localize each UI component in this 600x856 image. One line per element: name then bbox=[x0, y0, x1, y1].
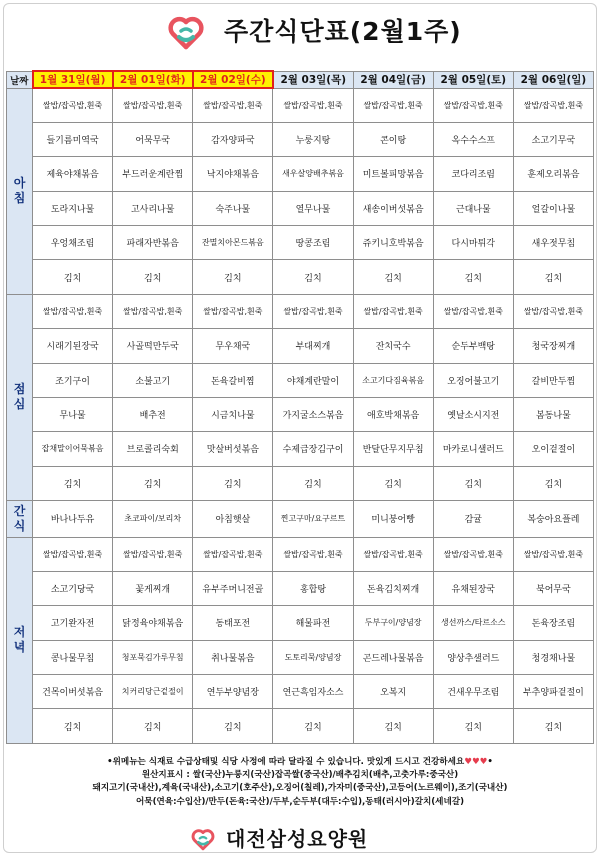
menu-cell: 쌀밥/잡곡밥,흰죽 bbox=[193, 294, 273, 328]
menu-cell: 다시마튀각 bbox=[433, 226, 513, 260]
menu-cell: 잡채말이어묵볶음 bbox=[33, 432, 113, 466]
menu-cell: 김치 bbox=[273, 260, 353, 294]
menu-cell: 잔멸치아몬드볶음 bbox=[193, 226, 273, 260]
menu-cell: 치커리당근겉절이 bbox=[113, 675, 193, 709]
menu-cell: 김치 bbox=[33, 466, 113, 500]
menu-cell: 쌀밥/잡곡밥,흰죽 bbox=[33, 294, 113, 328]
menu-cell: 두부구이/양념장 bbox=[353, 606, 433, 640]
menu-cell: 청포묵김가루무침 bbox=[113, 640, 193, 674]
menu-cell: 돈육갈비찜 bbox=[193, 363, 273, 397]
menu-cell: 제육야채볶음 bbox=[33, 157, 113, 191]
menu-cell: 낙지야채볶음 bbox=[193, 157, 273, 191]
origin-line-2: 돼지고기(국내산),계육(국내산),소고기(호주산),오징어(칠레),가자미(중국산),고등어(노르웨이),조기(국내산) bbox=[92, 783, 508, 794]
meal-label-char: 심 bbox=[13, 397, 26, 412]
meal-label-char: 점 bbox=[13, 382, 26, 397]
menu-row bbox=[7, 537, 594, 571]
menu-cell: 들기름미역국 bbox=[33, 122, 113, 156]
menu-cell: 새우살양배추볶음 bbox=[273, 157, 353, 191]
menu-cell: 부대찌개 bbox=[273, 329, 353, 363]
menu-cell: 쌀밥/잡곡밥,흰죽 bbox=[433, 294, 513, 328]
menu-row bbox=[7, 88, 594, 122]
menu-row bbox=[7, 640, 594, 674]
menu-cell: 소고기무국 bbox=[513, 122, 593, 156]
menu-cell: 오이겉절이 bbox=[513, 432, 593, 466]
menu-cell: 김치 bbox=[193, 260, 273, 294]
menu-cell: 배추전 bbox=[113, 397, 193, 431]
menu-cell: 생선까스/타르소스 bbox=[433, 606, 513, 640]
date-corner-label: 날짜 bbox=[7, 71, 33, 88]
menu-cell: 땅콩조림 bbox=[273, 226, 353, 260]
day-header: 2월 06일(일) bbox=[513, 71, 593, 88]
menu-cell: 소고기다짐육볶음 bbox=[353, 363, 433, 397]
menu-cell: 오징어불고기 bbox=[433, 363, 513, 397]
menu-cell: 고사리나물 bbox=[113, 191, 193, 225]
menu-cell: 꽃게찌개 bbox=[113, 571, 193, 605]
menu-cell: 쌀밥/잡곡밥,흰죽 bbox=[273, 88, 353, 122]
menu-cell: 콘이탕 bbox=[353, 122, 433, 156]
menu-cell: 새송이버섯볶음 bbox=[353, 191, 433, 225]
menu-row bbox=[7, 606, 594, 640]
menu-cell: 시래기된장국 bbox=[33, 329, 113, 363]
origin-line-1: 원산지표시 : 쌀(국산)누룽지(국산)잡곡쌀(중국산)/배추김치(배추,고춧가루:중국산) bbox=[141, 770, 459, 781]
menu-cell: 숙주나물 bbox=[193, 191, 273, 225]
menu-cell: 쌀밥/잡곡밥,흰죽 bbox=[433, 537, 513, 571]
menu-cell: 쌀밥/잡곡밥,흰죽 bbox=[193, 537, 273, 571]
menu-cell: 김치 bbox=[353, 260, 433, 294]
day-header: 2월 05일(토) bbox=[433, 71, 513, 88]
menu-row bbox=[7, 432, 594, 466]
menu-cell: 김치 bbox=[433, 260, 513, 294]
menu-cell: 사골떡만두국 bbox=[113, 329, 193, 363]
day-header: 2월 03일(목) bbox=[273, 71, 353, 88]
menu-row bbox=[7, 122, 594, 156]
menu-cell: 쌀밥/잡곡밥,흰죽 bbox=[433, 88, 513, 122]
meal-label-char: 저 bbox=[13, 625, 26, 640]
menu-cell: 미니붕어빵 bbox=[353, 501, 433, 538]
notice-text: •위메뉴는 식재료 수급상태및 식당 사정에 따라 달라질 수 있습니다. 맛있게 드시고 건강하세요 bbox=[107, 757, 465, 767]
menu-cell: 김치 bbox=[113, 466, 193, 500]
menu-cell: 옥수수스프 bbox=[433, 122, 513, 156]
menu-cell: 시금치나물 bbox=[193, 397, 273, 431]
menu-cell: 김치 bbox=[33, 260, 113, 294]
menu-cell: 반달단무지무침 bbox=[353, 432, 433, 466]
menu-cell: 새우젓무침 bbox=[513, 226, 593, 260]
menu-cell: 쌀밥/잡곡밥,흰죽 bbox=[113, 88, 193, 122]
menu-cell: 건목이버섯볶음 bbox=[33, 675, 113, 709]
menu-cell: 고기완자전 bbox=[33, 606, 113, 640]
menu-cell: 쌀밥/잡곡밥,흰죽 bbox=[353, 537, 433, 571]
menu-cell: 누룽지탕 bbox=[273, 122, 353, 156]
menu-row bbox=[7, 571, 594, 605]
menu-cell: 바나나두유 bbox=[33, 501, 113, 538]
menu-cell: 김치 bbox=[513, 260, 593, 294]
menu-cell: 소고기당국 bbox=[33, 571, 113, 605]
menu-cell: 김치 bbox=[273, 466, 353, 500]
menu-cell: 순두부백탕 bbox=[433, 329, 513, 363]
menu-row bbox=[7, 501, 594, 538]
facility-name: 대전삼성요양원 bbox=[226, 827, 369, 851]
hearts-icon: ♥♥♥ bbox=[464, 757, 488, 767]
menu-cell: 옛날소시지전 bbox=[433, 397, 513, 431]
menu-row bbox=[7, 397, 594, 431]
meal-label bbox=[7, 501, 33, 538]
menu-cell: 김치 bbox=[513, 709, 593, 744]
menu-cell: 복숭아요플레 bbox=[513, 501, 593, 538]
menu-cell: 콩나물무침 bbox=[33, 640, 113, 674]
day-header: 2월 01일(화) bbox=[113, 71, 193, 88]
menu-row bbox=[7, 329, 594, 363]
menu-cell: 김치 bbox=[193, 709, 273, 744]
meal-label bbox=[7, 88, 33, 294]
menu-cell: 쌀밥/잡곡밥,흰죽 bbox=[33, 88, 113, 122]
menu-cell: 쌀밥/잡곡밥,흰죽 bbox=[33, 537, 113, 571]
menu-cell: 초코파이/보리차 bbox=[113, 501, 193, 538]
day-header: 1월 31일(월) bbox=[33, 71, 113, 88]
meal-label-char: 간 bbox=[13, 503, 26, 518]
menu-cell: 김치 bbox=[353, 709, 433, 744]
notice-line bbox=[0, 756, 600, 769]
day-header: 2월 04일(금) bbox=[353, 71, 433, 88]
menu-cell: 연근흑임자소스 bbox=[273, 675, 353, 709]
menu-cell: 쌀밥/잡곡밥,흰죽 bbox=[513, 537, 593, 571]
menu-cell: 김치 bbox=[193, 466, 273, 500]
menu-cell: 홍합탕 bbox=[273, 571, 353, 605]
menu-cell: 유채된장국 bbox=[433, 571, 513, 605]
menu-row bbox=[7, 191, 594, 225]
menu-row bbox=[7, 226, 594, 260]
menu-cell: 무나물 bbox=[33, 397, 113, 431]
menu-cell: 맛살버섯볶음 bbox=[193, 432, 273, 466]
menu-cell: 양상추샐러드 bbox=[433, 640, 513, 674]
menu-cell: 동태포전 bbox=[193, 606, 273, 640]
menu-cell: 청경채나물 bbox=[513, 640, 593, 674]
menu-cell: 김치 bbox=[433, 709, 513, 744]
menu-cell: 쌀밥/잡곡밥,흰죽 bbox=[513, 294, 593, 328]
menu-cell: 쌀밥/잡곡밥,흰죽 bbox=[113, 537, 193, 571]
menu-cell: 쌀밥/잡곡밥,흰죽 bbox=[273, 294, 353, 328]
menu-cell: 근대나물 bbox=[433, 191, 513, 225]
menu-cell: 찐고구마/요구르트 bbox=[273, 501, 353, 538]
menu-cell: 쌀밥/잡곡밥,흰죽 bbox=[353, 294, 433, 328]
menu-cell: 아침햇살 bbox=[193, 501, 273, 538]
menu-cell: 도토리묵/양념장 bbox=[273, 640, 353, 674]
notes bbox=[0, 756, 600, 809]
menu-row bbox=[7, 709, 594, 744]
menu-cell: 우엉채조림 bbox=[33, 226, 113, 260]
menu-row bbox=[7, 157, 594, 191]
menu-cell: 김치 bbox=[113, 260, 193, 294]
menu-cell: 쌀밥/잡곡밥,흰죽 bbox=[273, 537, 353, 571]
menu-cell: 어묵무국 bbox=[113, 122, 193, 156]
menu-cell: 돈육장조림 bbox=[513, 606, 593, 640]
meal-label-char: 아 bbox=[13, 176, 26, 191]
menu-cell: 코다리조림 bbox=[433, 157, 513, 191]
date-header-row bbox=[7, 71, 594, 88]
menu-cell: 쌀밥/잡곡밥,흰죽 bbox=[193, 88, 273, 122]
menu-row bbox=[7, 363, 594, 397]
day-header: 2월 02일(수) bbox=[193, 71, 273, 88]
menu-cell: 부추양파겉절이 bbox=[513, 675, 593, 709]
menu-cell: 갈비만두찜 bbox=[513, 363, 593, 397]
menu-cell: 잔치국수 bbox=[353, 329, 433, 363]
menu-cell: 북어무국 bbox=[513, 571, 593, 605]
menu-row bbox=[7, 260, 594, 294]
footer bbox=[0, 822, 600, 854]
menu-cell: 파래자반볶음 bbox=[113, 226, 193, 260]
meal-label bbox=[7, 294, 33, 500]
menu-cell: 유부주머니전골 bbox=[193, 571, 273, 605]
menu-cell: 취나물볶음 bbox=[193, 640, 273, 674]
heart-logo-icon bbox=[190, 826, 216, 852]
menu-cell: 애호박채볶음 bbox=[353, 397, 433, 431]
menu-cell: 곤드레나물볶음 bbox=[353, 640, 433, 674]
menu-cell: 브로콜리숙회 bbox=[113, 432, 193, 466]
menu-cell: 소불고기 bbox=[113, 363, 193, 397]
menu-cell: 무우채국 bbox=[193, 329, 273, 363]
menu-cell: 쌀밥/잡곡밥,흰죽 bbox=[513, 88, 593, 122]
menu-cell: 돈육김치찌개 bbox=[353, 571, 433, 605]
meal-label-char: 녁 bbox=[13, 640, 26, 655]
menu-cell: 김치 bbox=[353, 466, 433, 500]
weekly-menu-table bbox=[6, 70, 594, 744]
menu-cell: 수제급장김구이 bbox=[273, 432, 353, 466]
meal-label bbox=[7, 537, 33, 743]
heart-logo-icon bbox=[166, 12, 206, 52]
menu-cell: 가지굴소스볶음 bbox=[273, 397, 353, 431]
menu-cell: 봄동나물 bbox=[513, 397, 593, 431]
header bbox=[0, 0, 600, 66]
menu-cell: 마카로니샐러드 bbox=[433, 432, 513, 466]
menu-cell: 훈제오리볶음 bbox=[513, 157, 593, 191]
meal-label-char: 식 bbox=[13, 518, 26, 533]
menu-cell: 조기구이 bbox=[33, 363, 113, 397]
menu-cell: 김치 bbox=[513, 466, 593, 500]
menu-cell: 부드러운계란찜 bbox=[113, 157, 193, 191]
menu-cell: 쥬키니호박볶음 bbox=[353, 226, 433, 260]
menu-cell: 열무나물 bbox=[273, 191, 353, 225]
menu-cell: 청국장찌개 bbox=[513, 329, 593, 363]
menu-cell: 야채계란말이 bbox=[273, 363, 353, 397]
menu-cell: 연두부양념장 bbox=[193, 675, 273, 709]
menu-cell: 해물파전 bbox=[273, 606, 353, 640]
menu-row bbox=[7, 675, 594, 709]
menu-row bbox=[7, 466, 594, 500]
menu-cell: 김치 bbox=[33, 709, 113, 744]
menu-cell: 오복지 bbox=[353, 675, 433, 709]
menu-cell: 김치 bbox=[273, 709, 353, 744]
origin-line-3: 어묵(연육:수입산)/만두(돈육:국산)/두부,순두부(대두:수입),동태(러시아)갈치(세네갈) bbox=[135, 796, 465, 807]
menu-cell: 김치 bbox=[433, 466, 513, 500]
menu-cell: 얼갈이나물 bbox=[513, 191, 593, 225]
menu-row bbox=[7, 294, 594, 328]
menu-cell: 미트볼피망볶음 bbox=[353, 157, 433, 191]
menu-cell: 김치 bbox=[113, 709, 193, 744]
menu-cell: 감자양파국 bbox=[193, 122, 273, 156]
menu-cell: 쌀밥/잡곡밥,흰죽 bbox=[353, 88, 433, 122]
menu-cell: 감귤 bbox=[433, 501, 513, 538]
notice-bullet: • bbox=[487, 757, 493, 767]
menu-cell: 닭정육야채볶음 bbox=[113, 606, 193, 640]
menu-cell: 쌀밥/잡곡밥,흰죽 bbox=[113, 294, 193, 328]
meal-label-char: 침 bbox=[13, 191, 26, 206]
menu-cell: 건새우무조림 bbox=[433, 675, 513, 709]
menu-cell: 도라지나물 bbox=[33, 191, 113, 225]
page-title: 주간식단표(2월1주) bbox=[224, 17, 462, 46]
